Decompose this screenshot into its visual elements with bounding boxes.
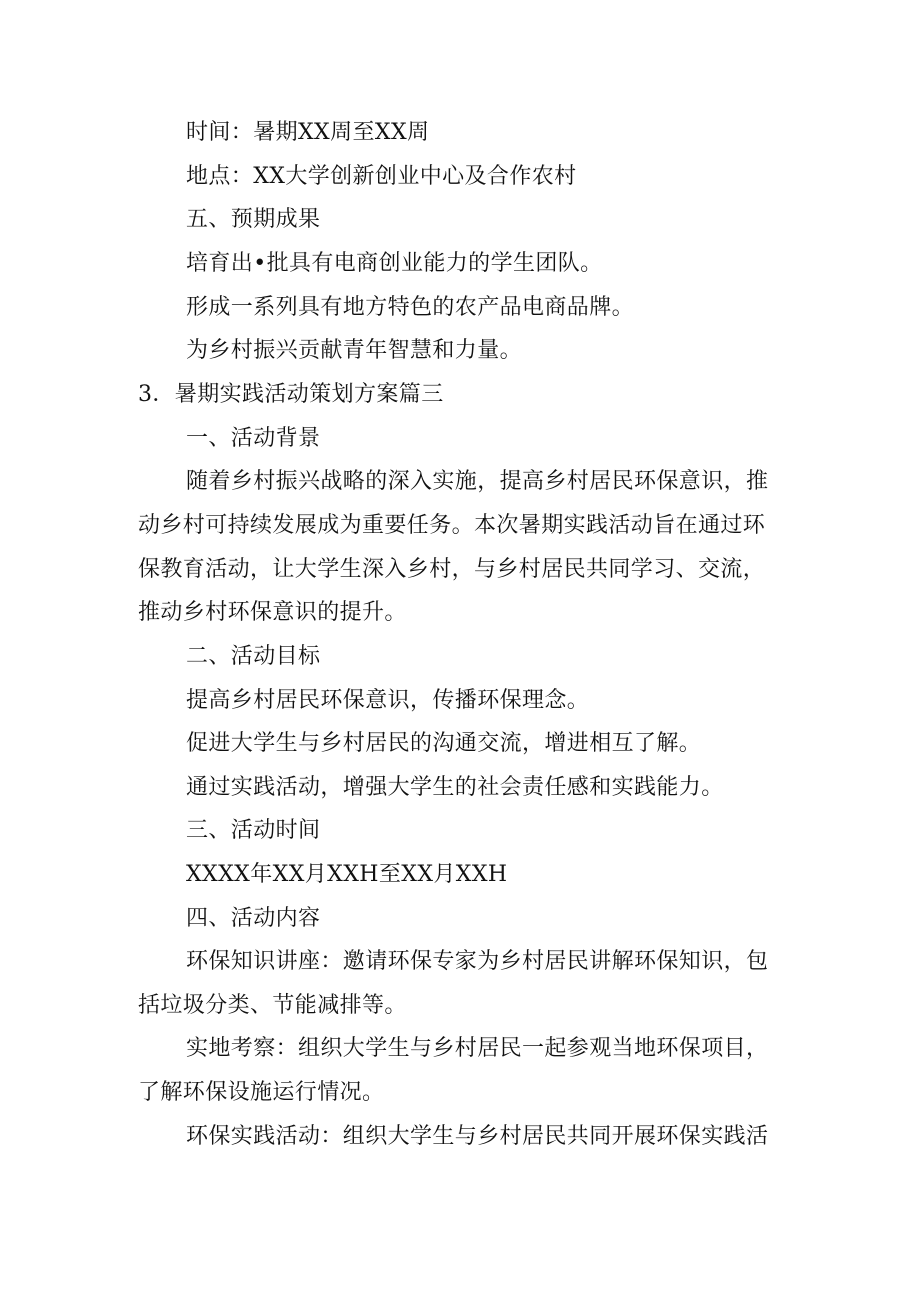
text-line-goal-2: 促进大学生与乡村居民的沟通交流，增进相互了解。 — [186, 731, 702, 756]
section-heading-time: 三、活动时间 — [186, 818, 321, 843]
paragraph-line: 推动乡村环保意识的提升。 — [138, 600, 407, 625]
text-line-location: 地点：XX大学创新创业中心及合作农村 — [186, 164, 577, 189]
section-heading-content: 四、活动内容 — [186, 906, 321, 931]
section-heading-background: 一、活动背景 — [186, 426, 321, 451]
paragraph-line: 了解环保设施运行情况。 — [138, 1080, 385, 1105]
chapter-heading-plan-3: 3．暑期实践活动策划方案篇三 — [138, 382, 444, 407]
paragraph-line: 随着乡村振兴战略的深入实施，提高乡村居民环保意识，推 — [186, 469, 769, 494]
paragraph-line: 实地考察：组织大学生与乡村居民一起参观当地环保项目， — [186, 1036, 769, 1061]
text-line-goal-1: 提高乡村居民环保意识，传播环保理念。 — [186, 688, 590, 713]
paragraph-line: 环保知识讲座：邀请环保专家为乡村居民讲解环保知识，包 — [186, 949, 769, 974]
paragraph-line: 动乡村可持续发展成为重要任务。本次暑期实践活动旨在通过环 — [138, 513, 766, 538]
text-line-result-1: 培育出•批具有电商创业能力的学生团队。 — [186, 251, 603, 276]
paragraph-line: 保教育活动，让大学生深入乡村，与乡村居民共同学习、交流， — [138, 557, 766, 582]
paragraph-line: 括垃圾分类、节能减排等。 — [138, 993, 407, 1018]
text-line-result-2: 形成一系列具有地方特色的农产品电商品牌。 — [186, 295, 635, 320]
text-line-date-range: XXXX年XX月XXH至XX月XXH — [186, 862, 508, 887]
section-heading-expected-results: 五、预期成果 — [186, 207, 321, 232]
section-heading-goals: 二、活动目标 — [186, 644, 321, 669]
text-line-goal-3: 通过实践活动，增强大学生的社会责任感和实践能力。 — [186, 775, 724, 800]
paragraph-line: 环保实践活动：组织大学生与乡村居民共同开展环保实践活 — [186, 1124, 769, 1149]
text-line-time: 时间：暑期XX周至XX周 — [186, 120, 430, 145]
text-line-result-3: 为乡村振兴贡献青年智慧和力量。 — [186, 338, 523, 363]
